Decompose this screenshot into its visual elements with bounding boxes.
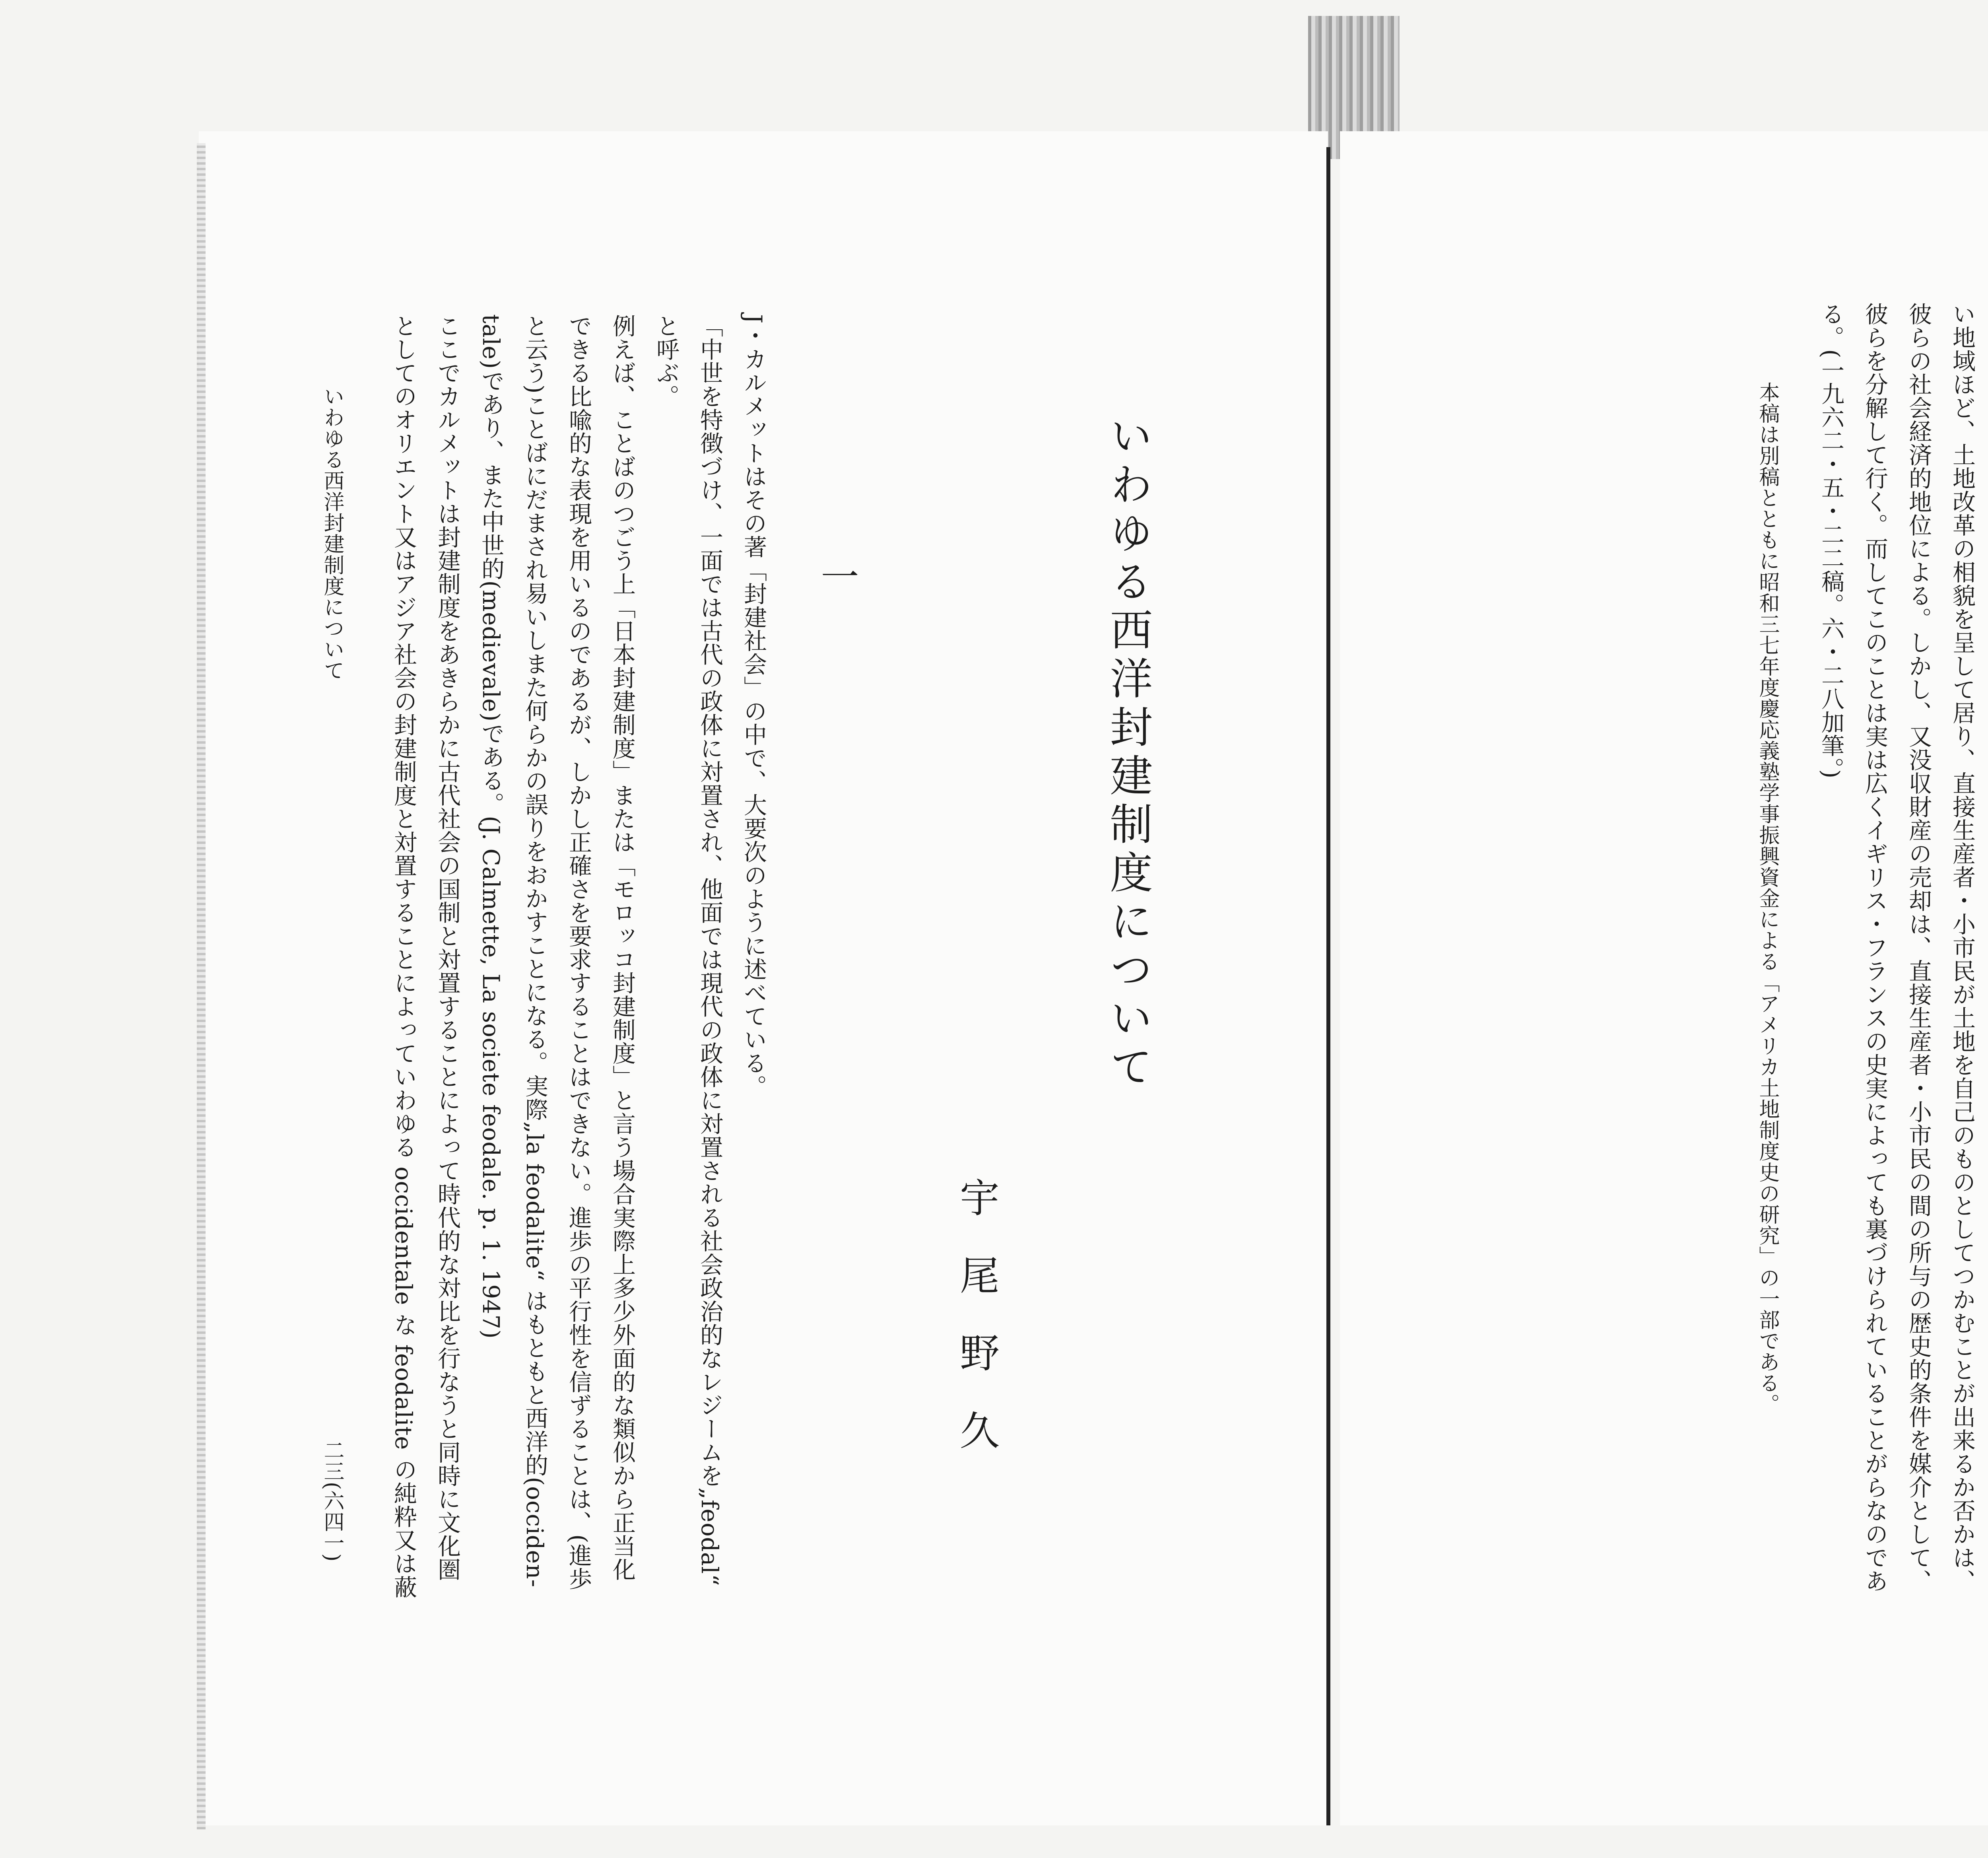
left-page-edge [197,143,206,1829]
body-line: 「中世を特徴づけ、一面では古代の政体に対置され、他面では現代の政体に対置される社会政治的なレジームを„feodal“ [696,314,723,1586]
section-number: 一 [815,557,859,595]
body-line: と呼ぶ。 [652,314,679,408]
body-line: 彼らを分解して行く。而してこのことは実は広くイギリス・フランスの史実によっても裏づけられていることがらなのであ [1861,302,1888,1593]
book-spine [1326,147,1330,1825]
body-line: 彼らの社会経済的地位による。しかし、又没収財産の売却は、直接生産者・小市民の間の所与の歴史的条件を媒介として、 [1905,302,1932,1593]
body-line: ここでカルメットは封建制度をあきらかに古代社会の国制と対置することによって時代的な対比を行なうと同時に文化圏 [434,314,461,1581]
body-line: tale)であり、また中世的(medievale)である。(J. Calmette, La societe feodale. p. 1. 1947) [478,314,505,1339]
left-page-number: 二三(六四一) [320,1440,344,1562]
body-line: と云う)ことばにだまされ易いしまた何らかの誤りをおかすことになる。実際„la feodalite“ はもともと西洋的(occiden- [521,314,548,1588]
body-line [1984,302,1988,1593]
body-line: 例えば、ことばのつごう上「日本封建制度」または「モロッコ封建制度」と言う場合実際上多少外面的な類似から正当化 [609,314,636,1581]
body-line: J・カルメットはその著「封建社会」の中で、大要次のように述べている。 [740,314,767,1098]
body-line: い地域ほど、土地改革の相貌を呈して居り、直接生産者・小市民が土地を自己のものとしてつかむことが出来るか否かは、 [1949,302,1976,1593]
body-line: できる比喩的な表現を用いるのであるが、しかし正確さを要求することはできない。進歩の平行性を信ずることは、(進歩 [565,314,592,1591]
running-head: いわゆる西洋封建制度について [320,386,344,681]
article-title: いわゆる西洋封建制度について [1103,414,1152,1093]
article-author: 宇尾野久 [953,1177,1000,1487]
footnote: 本稿は別稿とともに昭和三七年度慶応義塾学事振興資金による「アメリカ土地制度史の研究」の一部である。 [1755,382,1779,1415]
body-line: としてのオリエント又はアジア社会の封建制度と対置することによっていわゆる occidentale な feodalite の純粋又は蔽 [390,314,417,1599]
body-line: る。(一九六二・五・二二稿。六・二八加筆。) [1817,302,1844,779]
